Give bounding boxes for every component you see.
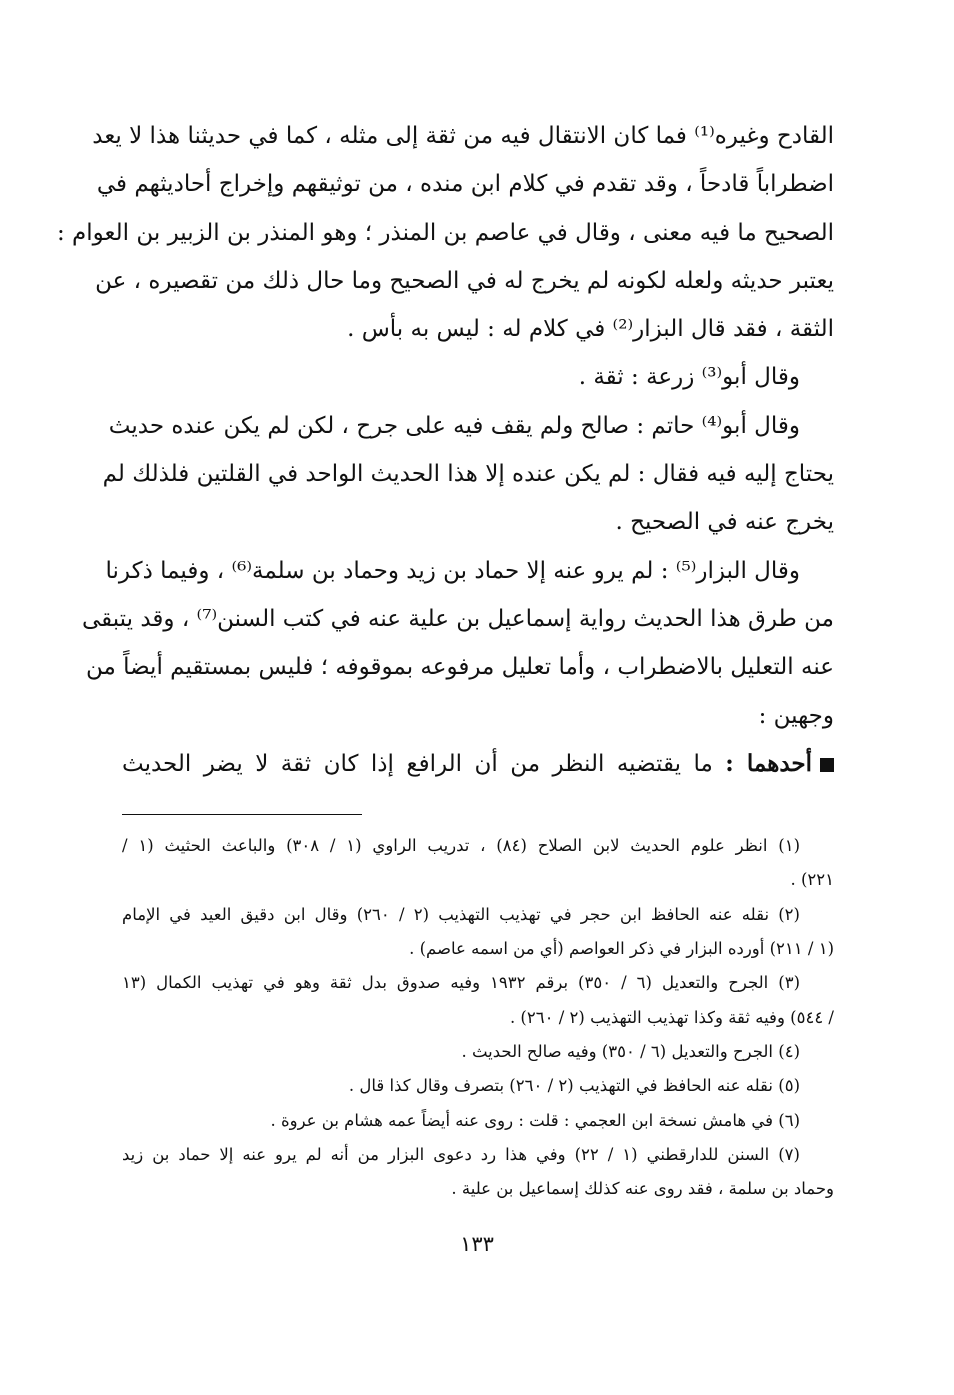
point-line xyxy=(122,740,834,788)
body-line: يخرج عنه في الصحيح . xyxy=(615,509,834,536)
footnote-separator xyxy=(122,814,362,815)
footnote-line: وحماد بن سلمة ، فقد روى عنه كذلك إسماعيل بن علية . xyxy=(451,1179,834,1199)
body-text xyxy=(56,112,834,740)
footnote-line: (٧) السنن للدارقطني (١ / ٢٢) وفي هذا رد دعوى البزار من أنه لم يرو عنه إلا حماد بن زيد xyxy=(122,1144,800,1164)
body-line: وقال أبو⁽⁴⁾ حاتم : صالح ولم يقف فيه على جرح ، لكن لم يكن عنده حديث xyxy=(108,412,800,439)
footnote-line: (١ / ٢١١) أورده البزار في ذكر العواصم (أي من اسمه عاصم) . xyxy=(409,939,834,959)
footnote-line: (٢) نقله عنه الحافظ ابن حجر في تهذيب التهذيب (٢ / ٢٦٠) وقال ابن دقيق العيد في الإمام xyxy=(122,904,800,924)
body-line: عنه التعليل بالاضطراب ، وأما تعليل مرفوعه بموقوفه ؛ فليس بمستقيم أيضاً من xyxy=(85,654,834,681)
body-line: القادح وغيره⁽¹⁾ فما كان الانتقال فيه من ثقة إلى مثله ، كما في حديثنا هذا لا يعد xyxy=(92,123,834,149)
footnote-separator-wrap xyxy=(122,788,834,829)
footnote-line: (٥) نقله عنه الحافظ في التهذيب (٢ / ٢٦٠) بتصرف وقال كذا قال . xyxy=(348,1076,800,1096)
point-text: ما يقتضيه النظر من أن الرافع إذا كان ثقة لا يضر الحديث xyxy=(122,750,713,777)
body-line: وقال أبو⁽³⁾ زرعة : ثقة . xyxy=(578,364,800,391)
footnote-line: ٢٢١) . xyxy=(790,870,834,890)
footnotes xyxy=(122,829,834,1206)
page-number: ١٣٣ xyxy=(460,1232,494,1256)
footnote-line: / ٥٤٤) وفيه ثقة وكذا تهذيب التهذيب (٢ / ٢٦٠) . xyxy=(509,1007,834,1027)
footnote-line: (١) انظر علوم الحديث لابن الصلاح (٨٤) ، تدريب الراوي (١ / ٣٠٨) والباعث الحثيث (١ / xyxy=(122,836,800,856)
body-line: الثقة ، فقد قال البزار⁽²⁾ في كلام له : ليس به بأس . xyxy=(347,316,834,343)
body-line: وجهين : xyxy=(758,702,834,729)
footnote-line: (٣) الجرح والتعديل (٦ / ٣٥٠) برقم ١٩٣٢ وفيه صدوق بدل ثقة وهو في تهذيب الكمال (١٣ xyxy=(122,973,800,993)
body-line: اضطراباً قادحاً ، وقد تقدم في كلام ابن منده ، من توثيقهم وإخراج أحاديثهم في xyxy=(96,171,834,198)
page-content xyxy=(56,112,834,1206)
body-line: الصحيح ما فيه معنى ، وقال في عاصم بن المنذر ؛ وهو المنذر بن الزبير بن العوام : xyxy=(56,219,834,246)
point-paragraph xyxy=(122,740,834,788)
body-line: من طرق هذا الحديث رواية إسماعيل بن علية عنه في كتب السنن⁽⁷⁾ ، وقد يتبقى xyxy=(81,605,834,632)
footnote-line: (٤) الجرح والتعديل (٦ / ٣٥٠) وفيه صالح الحديث . xyxy=(461,1041,800,1061)
footnote-line: (٦) في هامش نسخة ابن العجمي : قلت : روى عنه أيضاً عمه هشام بن عروة . xyxy=(270,1110,800,1130)
body-line: يعتبر حديثه ولعله لكونه لم يخرج له في الصحيح وما حال ذلك من تقصيره ، عن xyxy=(95,267,834,294)
body-line: وقال البزار⁽⁵⁾ : لم يرو عنه إلا حماد بن زيد وحماد بن سلمة⁽⁶⁾ ، وفيما ذكرنا xyxy=(105,557,800,584)
point-label: أحدهما : xyxy=(725,749,813,777)
body-line: يحتاج إليه فيه فقال : لم يكن عنده إلا هذا الحديث الواحد في القلتين فلذلك لم xyxy=(102,461,834,488)
square-bullet-icon xyxy=(820,758,834,772)
